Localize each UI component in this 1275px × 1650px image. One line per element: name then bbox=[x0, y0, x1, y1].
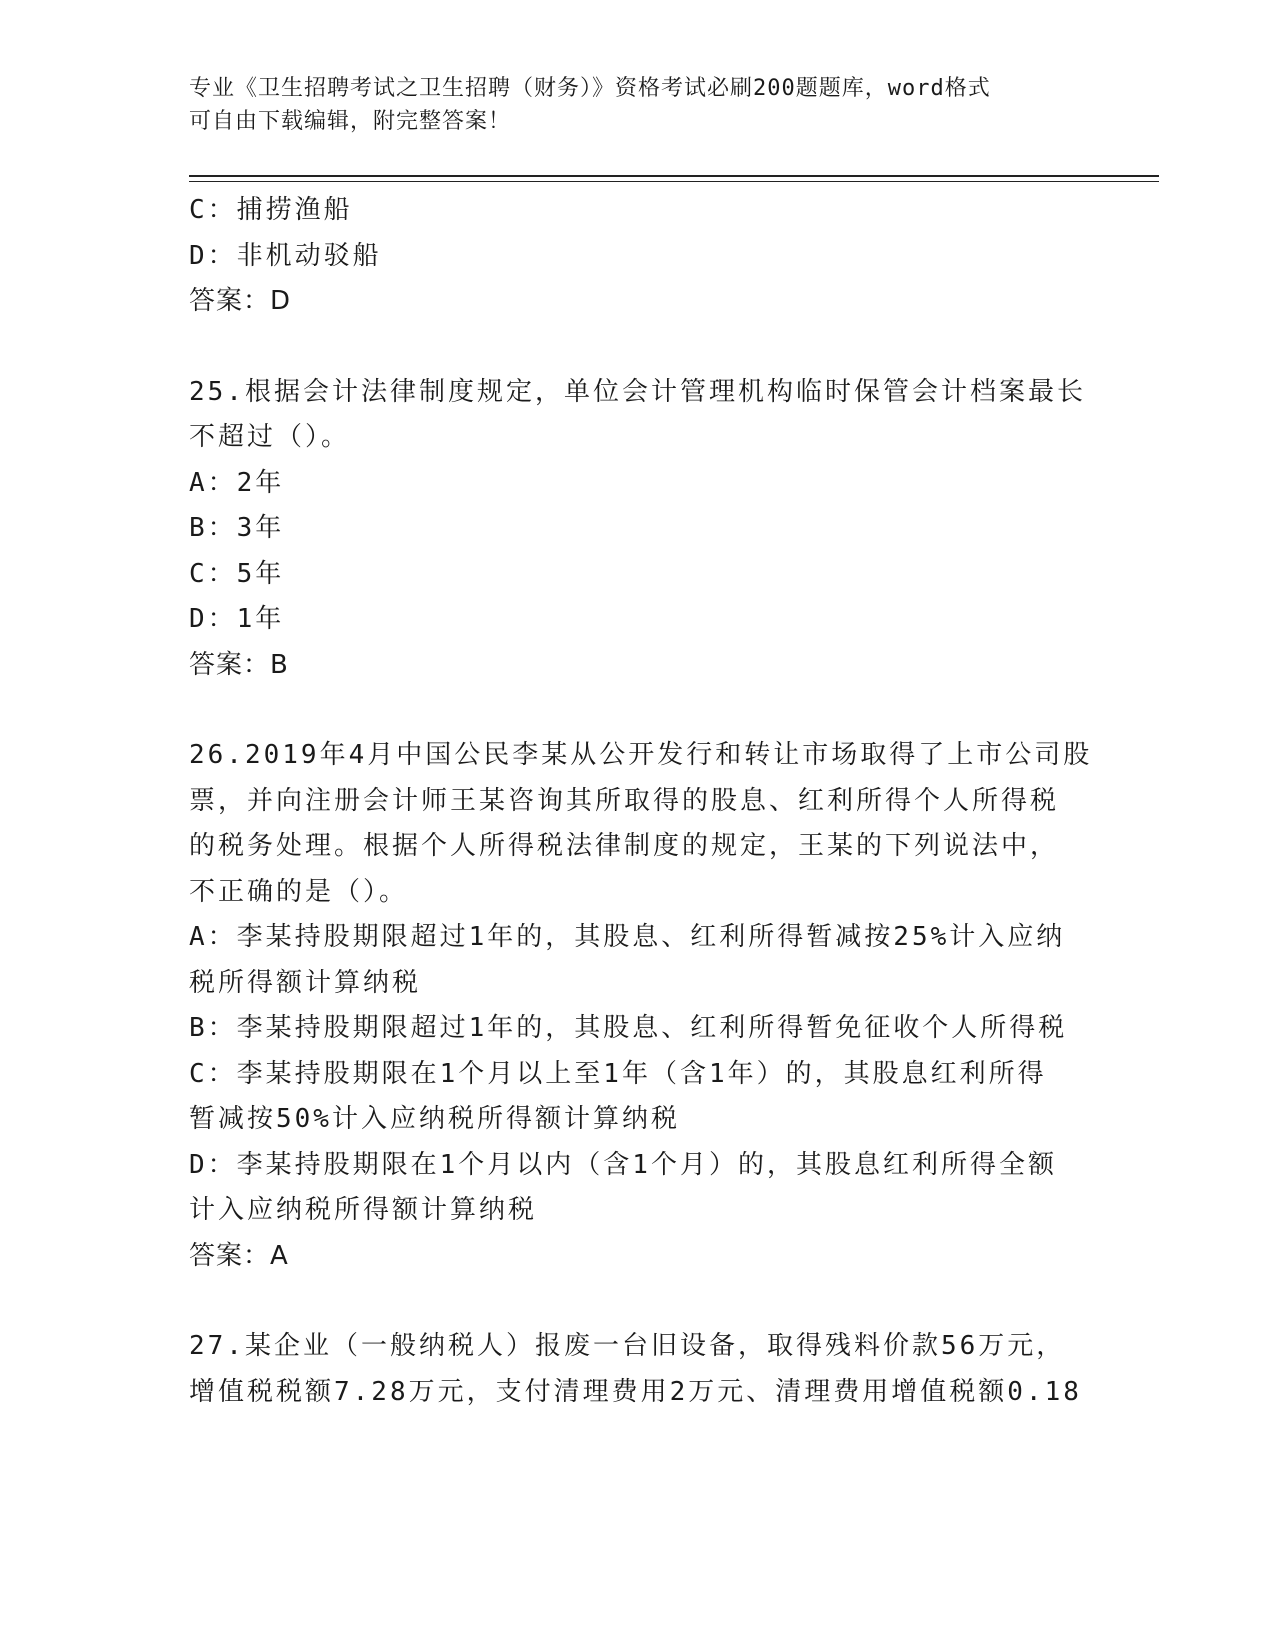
q27-stem-line-2: 增值税税额7.28万元，支付清理费用2万元、清理费用增值税额0.18 bbox=[189, 1376, 1082, 1407]
q26-option-c-line-2: 暂减按50%计入应纳税所得额计算纳税 bbox=[189, 1104, 680, 1134]
q26-stem-line-4: 不正确的是（）。 bbox=[189, 876, 409, 907]
q26-stem-line-3: 的税务处理。根据个人所得税法律制度的规定，王某的下列说法中， bbox=[189, 831, 1060, 861]
q26-stem-line-2: 票，并向注册会计师王某咨询其所取得的股息、红利所得个人所得税 bbox=[189, 785, 1060, 816]
q26-answer: 答案：A bbox=[189, 1240, 289, 1271]
q25-option-c: C：5年 bbox=[189, 558, 285, 589]
q26-option-a-line-2: 税所得额计算纳税 bbox=[189, 967, 422, 998]
header-line-1: 专业《卫生招聘考试之卫生招聘（财务）》资格考试必刷200题题库，word格式 bbox=[189, 76, 991, 101]
q26-option-d-line-2: 计入应纳税所得额计算纳税 bbox=[189, 1195, 538, 1225]
header-rule-thick bbox=[189, 175, 1159, 177]
q27-stem-line-1: 27.某企业（一般纳税人）报废一台旧设备，取得残料价款56万元， bbox=[189, 1331, 1066, 1361]
q25-answer: 答案：B bbox=[189, 649, 289, 680]
q25-option-b: B：3年 bbox=[189, 513, 285, 543]
document-header bbox=[189, 72, 1069, 138]
q25-stem-line-2: 不超过（）。 bbox=[189, 422, 351, 452]
q26-option-d-line-1: D：李某持股期限在1个月以内（含1个月）的，其股息红利所得全额 bbox=[189, 1149, 1057, 1180]
q25-option-a: A：2年 bbox=[189, 467, 285, 498]
question-content bbox=[189, 188, 1093, 1415]
q25-stem-line-1: 25.根据会计法律制度规定，单位会计管理机构临时保管会计档案最长 bbox=[189, 376, 1086, 407]
q25-option-d: D：1年 bbox=[189, 604, 285, 634]
prev-option-c: C：捕捞渔船 bbox=[189, 195, 353, 225]
q26-stem-line-1: 26.2019年4月中国公民李某从公开发行和转让市场取得了上市公司股 bbox=[189, 740, 1093, 770]
prev-answer: 答案：D bbox=[189, 286, 292, 316]
header-line-2: 可自由下载编辑，附完整答案！ bbox=[189, 109, 512, 134]
q26-option-b: B：李某持股期限超过1年的，其股息、红利所得暂免征收个人所得税 bbox=[189, 1013, 1068, 1043]
prev-option-d: D：非机动驳船 bbox=[189, 240, 382, 271]
q26-option-a-line-1: A：李某持股期限超过1年的，其股息、红利所得暂减按25%计入应纳 bbox=[189, 922, 1066, 952]
q26-option-c-line-1: C：李某持股期限在1个月以上至1年（含1年）的，其股息红利所得 bbox=[189, 1058, 1047, 1089]
header-rule-thin bbox=[189, 181, 1159, 182]
